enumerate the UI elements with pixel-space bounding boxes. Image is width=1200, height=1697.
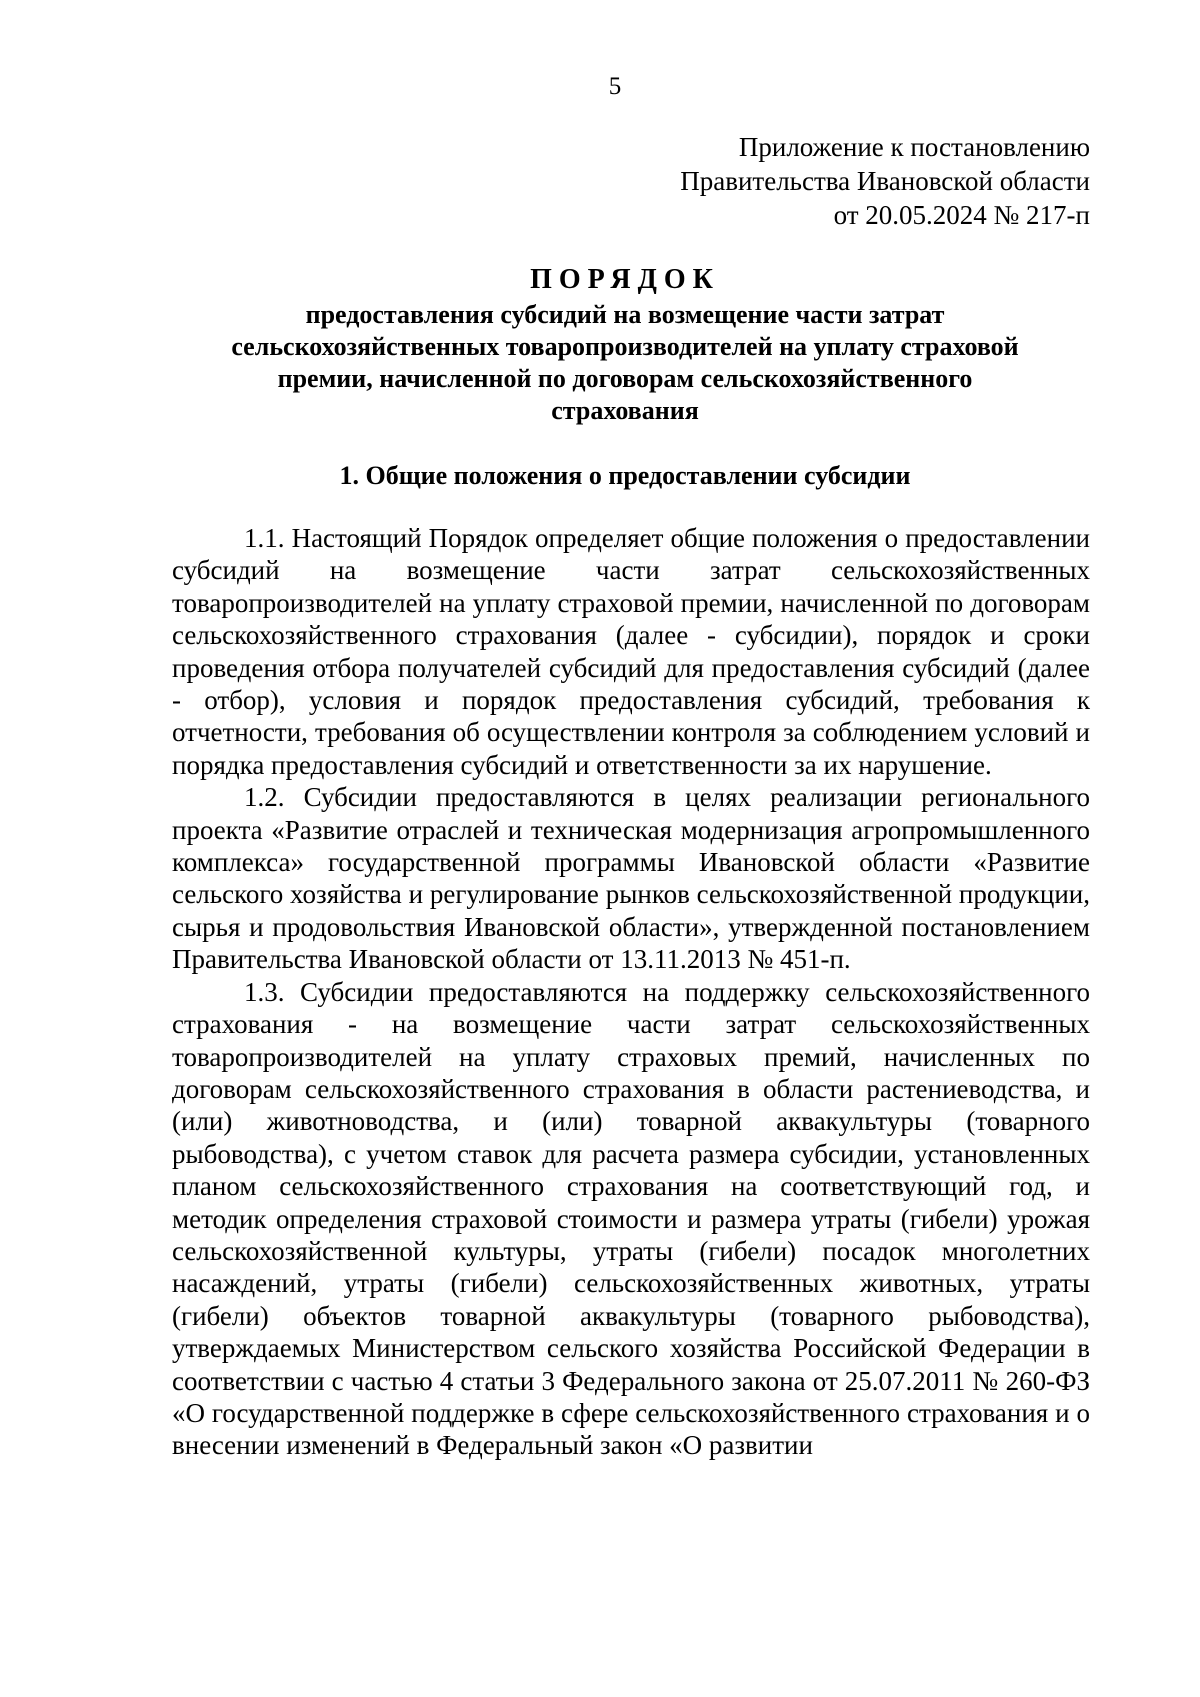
title-subtitle: [160, 299, 1090, 427]
section-body: [172, 522, 1090, 1462]
title-main: ПОРЯДОК: [530, 264, 720, 295]
document-title: [160, 263, 1090, 427]
appendix-line-3: от 20.05.2024 № 217-п: [833, 200, 1090, 230]
section-heading: 1. Общие положения о предоставлении субсидии: [339, 461, 911, 490]
paragraph-1-3: 1.3. Субсидии предоставляются на поддержку сельскохозяйственного страхования - на возмещение части затрат сельскохозяйственных товаропроизводителей на уплату страховых премий, начисленных по договорам сельскохозяйственного страхования в области растениеводства, и (или) животноводства, и (или) товарной аквакультуры (товарного рыбоводства), с учетом ставок для расчета размера субсидии, установленных планом сельскохозяйственного страхования на соответствующий год, и методик определения страховой стоимости и размера утраты (гибели) урожая сельскохозяйственной культуры, утраты (гибели) посадок многолетних насаждений, утраты (гибели) сельскохозяйственных животных, утраты (гибели) объектов товарной аквакультуры (товарного рыбоводства), утверждаемых Министерством сельского хозяйства Российской Федерации в соответствии с частью 4 статьи 3 Федерального закона от 25.07.2011 № 260-ФЗ «О государственной поддержке в сфере сельскохозяйственного страхования и о внесении изменений в Федеральный закон «О развитии: [172, 976, 1090, 1461]
paragraph-1-2: 1.2. Субсидии предоставляются в целях реализации регионального проекта «Развитие отраслей и техническая модернизация агропромышленного комплекса» государственной программы Ивановской области «Развитие сельского хозяйства и регулирование рынков сельскохозяйственной продукции, сырья и продовольствия Ивановской области», утвержденной постановлением Правительства Ивановской области от 13.11.2013 № 451-п.: [172, 782, 1090, 975]
appendix-reference: [680, 130, 1090, 232]
title-sub-line-4: страхования: [551, 396, 699, 425]
appendix-line-2: Правительства Ивановской области: [680, 166, 1090, 196]
appendix-line-1: Приложение к постановлению: [738, 132, 1090, 162]
title-sub-line-1: предоставления субсидий на возмещение части затрат: [305, 300, 945, 329]
title-sub-line-3: премии, начисленной по договорам сельскохозяйственного: [277, 364, 973, 393]
paragraph-1-1: 1.1. Настоящий Порядок определяет общие положения о предоставлении субсидий на возмещение части затрат сельскохозяйственных товаропроизводителей на уплату страховой премии, начисленной по договорам сельскохозяйственного страхования (далее - субсидии), порядок и сроки проведения отбора получателей субсидий для предоставления субсидий (далее - отбор), условия и порядок предоставления субсидий, требования к отчетности, требования об осуществлении контроля за соблюдением условий и порядка предоставления субсидий и ответственности за их нарушение.: [172, 523, 1090, 780]
page-number: 5: [608, 73, 622, 100]
title-sub-line-2: сельскохозяйственных товаропроизводителей на уплату страховой: [231, 332, 1019, 361]
